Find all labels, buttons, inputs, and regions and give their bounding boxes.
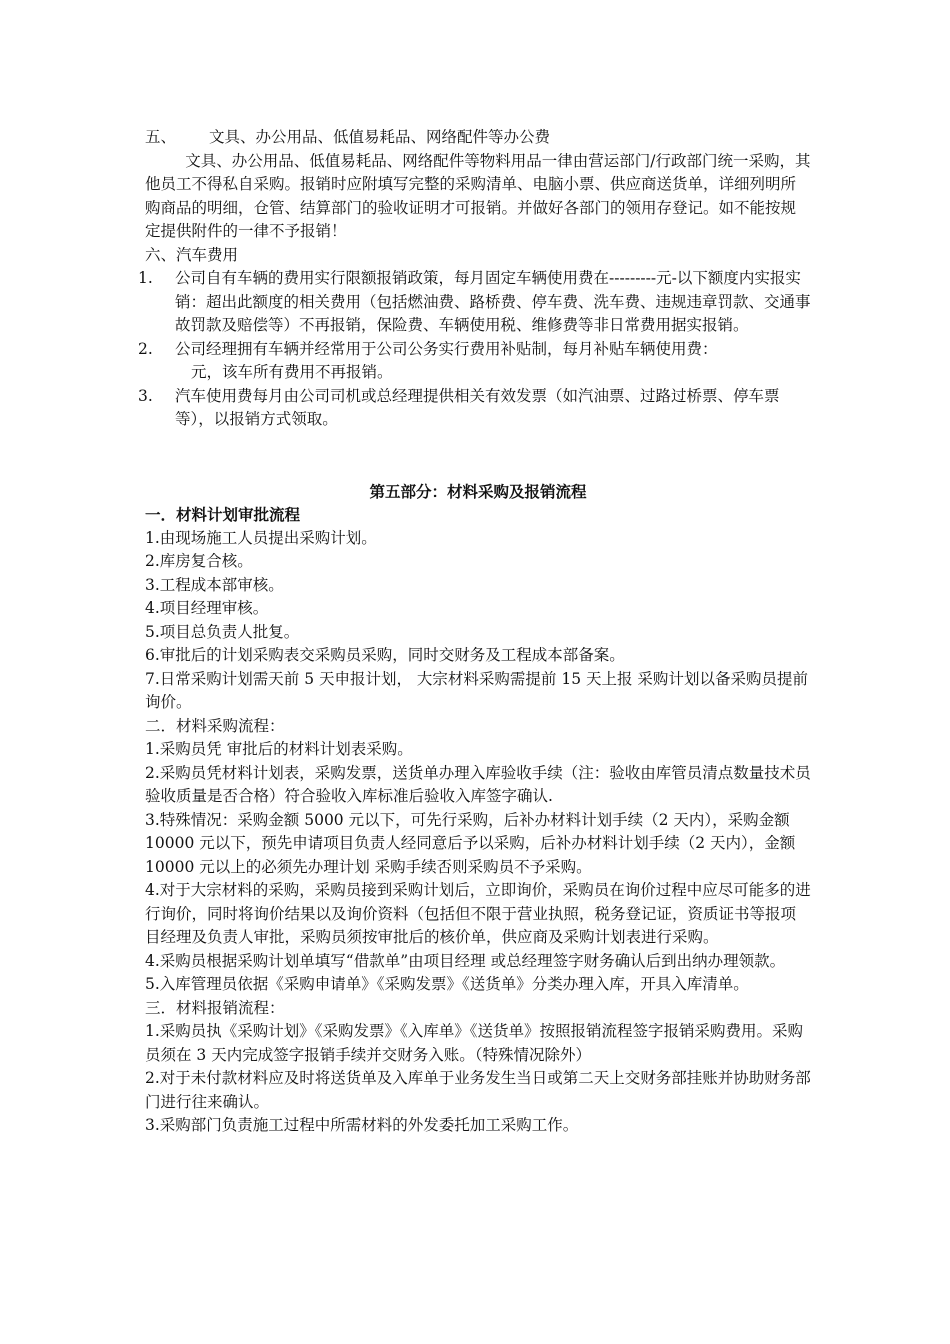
list-item-number: 3. bbox=[138, 386, 153, 405]
paragraph: 2.对于未付款材料应及时将送货单及入库单于业务发生当日或第二天上交财务部挂账并协助财务部门进行往来确认。 bbox=[145, 1069, 811, 1111]
paragraph: 4.采购员根据采购计划单填写“借款单”由项目经理 或总经理签字财务确认后到出纳办理领款。 bbox=[145, 951, 786, 970]
list-item-continuation: 元，该车所有费用不再报销。 bbox=[191, 363, 393, 381]
subsection-2-title: 二．材料采购流程： bbox=[145, 716, 285, 735]
section-6-list bbox=[138, 267, 811, 432]
spacer bbox=[145, 432, 811, 480]
part-5-title: 第五部分：材料采购及报销流程 bbox=[369, 481, 587, 501]
section-5-heading bbox=[145, 126, 811, 150]
paragraph: 3.特殊情况：采购金额 5000 元以下，可先行采购，后补办材料计划手续（2 天内），采购金额 10000 元以下，预先申请项目负责人经同意后予以采购，后补办材料计划手续（2 天内），金额 10000 元以上的必须先办理计划 采购手续否则采购员不予采购。 bbox=[145, 810, 796, 876]
document-content bbox=[138, 126, 811, 1138]
list-item bbox=[138, 385, 811, 432]
paragraph: 2.库房复合核。 bbox=[145, 552, 253, 570]
list-item-number: 2. bbox=[138, 339, 153, 358]
list-item bbox=[138, 267, 811, 338]
section-5-title: 文具、办公用品、低值易耗品、网络配件等办公费 bbox=[209, 128, 551, 146]
section-6-heading: 六、汽车费用 bbox=[145, 245, 239, 264]
list-item-number: 1. bbox=[138, 269, 153, 287]
paragraph: 3.采购部门负责施工过程中所需材料的外发委托加工采购工作。 bbox=[145, 1116, 579, 1134]
paragraph: 1.采购员凭 审批后的材料计划表采购。 bbox=[145, 740, 413, 758]
list-item-text: 公司经理拥有车辆并经常用于公司公务实行费用补贴制，每月补贴车辆使用费： bbox=[175, 339, 718, 358]
paragraph: 3.工程成本部审核。 bbox=[145, 575, 284, 594]
subsection-3-title: 三．材料报销流程： bbox=[145, 998, 285, 1017]
list-item-text: 汽车使用费每月由公司司机或总经理提供相关有效发票（如汽油票、过路过桥票、停车票等），以报销方式领取。 bbox=[175, 386, 780, 428]
list-item-text: 公司自有车辆的费用实行限额报销政策，每月固定车辆使用费在---------元-以下额度内实报实销：超出此额度的相关费用（包括燃油费、路桥费、停车费、洗车费、违规违章罚款、交通事故罚款及赔偿等）不再报销，保险费、车辆使用税、维修费等非日常费用据实报销。 bbox=[175, 269, 811, 334]
paragraph: 4.项目经理审核。 bbox=[145, 599, 269, 617]
paragraph: 4.对于大宗材料的采购，采购员接到采购计划后，立即询价，采购员在询价过程中应尽可能多的进行询价，同时将询价结果以及询价资料（包括但不限于营业执照，税务登记证，资质证书等报项目经理及负责人审批，采购员须按审批后的核价单，供应商及采购计划表进行采购。 bbox=[145, 881, 811, 946]
section-5-body: 文具、办公用品、低值易耗品、网络配件等物料用品一律由营运部门/行政部门统一采购，其他员工不得私自采购。报销时应附填写完整的采购清单、电脑小票、供应商送货单，详细列明所购商品的明细，仓管、结算部门的验收证明才可报销。并做好各部门的领用存登记。如不能按规定提供附件的一律不予报销！ bbox=[145, 151, 811, 240]
paragraph: 2.采购员凭材料计划表，采购发票，送货单办理入库验收手续（注：验收由库管员清点数量技术员验收质量是否合格）符合验收入库标准后验收入库签字确认. bbox=[145, 763, 811, 805]
paragraph: 6.审批后的计划采购表交采购员采购，同时交财务及工程成本部备案。 bbox=[145, 646, 625, 664]
paragraph: 5.入库管理员依据《采购申请单》《采购发票》《送货单》分类办理入库，开具入库清单。 bbox=[145, 975, 749, 993]
paragraph: 5.项目总负责人批复。 bbox=[145, 622, 300, 641]
paragraph: 7.日常采购计划需天前 5 天申报计划， 大宗材料采购需提前 15 天上报 采购计划以备采购员提前询价。 bbox=[145, 669, 808, 711]
paragraph: 1.采购员执《采购计划》《采购发票》《入库单》《送货单》按照报销流程签字报销采购费用。采购员须在 3 天内完成签字报销手续并交财务入账。（特殊情况除外） bbox=[145, 1022, 804, 1064]
paragraph: 1.由现场施工人员提出采购计划。 bbox=[145, 528, 377, 547]
list-item bbox=[138, 338, 811, 385]
section-5-number: 五、 bbox=[145, 128, 177, 146]
subsection-1-title: 一．材料计划审批流程 bbox=[145, 505, 301, 524]
